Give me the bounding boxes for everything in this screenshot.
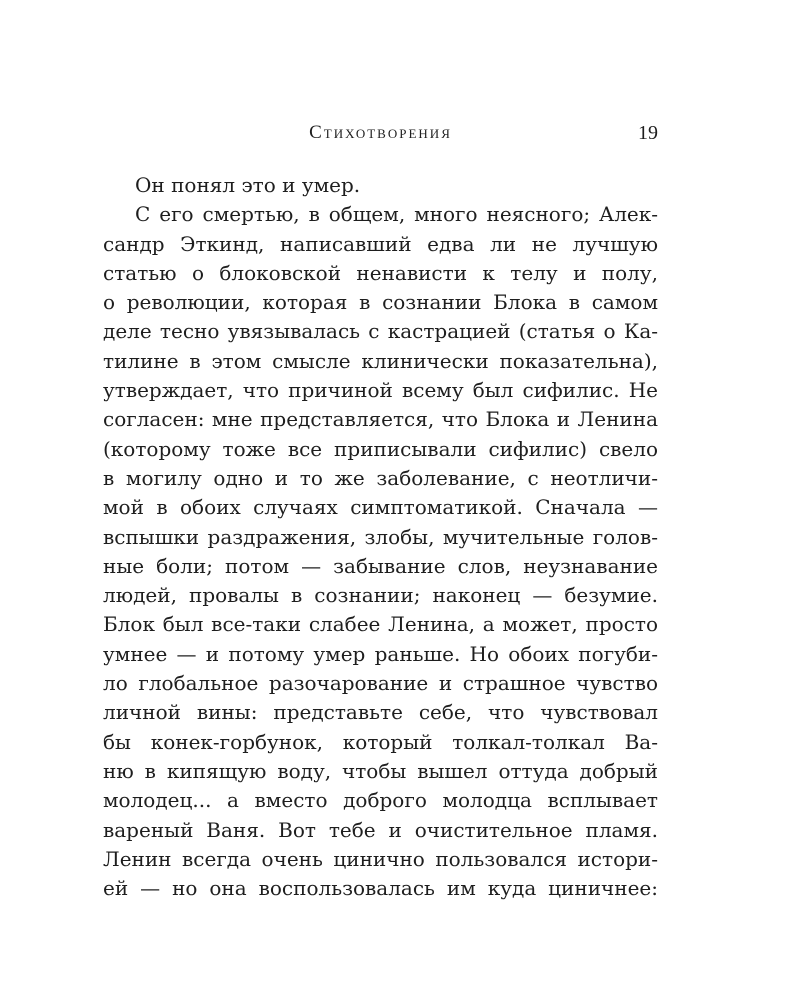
- text-line: деле тесно увязывалась с кастрацией (статья о Ка-: [103, 319, 658, 344]
- text-line: умнее — и потому умер раньше. Но обоих погуби-: [103, 641, 658, 666]
- text-line: о революции, которая в сознании Блока в самом: [103, 290, 658, 315]
- text-line: вспышки раздражения, злобы, мучительные голов-: [103, 524, 658, 549]
- text-line: ей — но она воспользовалась им куда циничнее:: [103, 876, 658, 901]
- text-line: ло глобальное разочарование и страшное чувство: [103, 671, 658, 696]
- text-line: сандр Эткинд, написавший едва ли не лучшую: [103, 231, 658, 256]
- text-line: бы конек-горбунок, который толкал-толкал Ва-: [103, 729, 658, 754]
- text-line: ные боли; потом — забывание слов, неузнавание: [103, 553, 658, 578]
- text-line: согласен: мне представляется, что Блока и Ленина: [103, 407, 658, 432]
- page-number: 19: [638, 122, 658, 144]
- body-text: [103, 171, 658, 903]
- text-line: вареный Ваня. Вот тебе и очистительное пламя.: [103, 817, 658, 842]
- text-line: С его смертью, в общем, много неясного; Алек-: [135, 202, 658, 227]
- text-line: тилине в этом смысле клинически показательна),: [103, 348, 658, 373]
- text-line: Он понял это и умер.: [135, 173, 361, 197]
- text-line: людей, провалы в сознании; наконец — безумие.: [103, 583, 658, 608]
- text-line: Ленин всегда очень цинично пользовался истори-: [103, 846, 658, 871]
- text-line: (которому тоже все приписывали сифилис) свело: [103, 436, 658, 461]
- text-line: молодец... а вместо доброго молодца всплывает: [103, 788, 658, 813]
- text-line: ню в кипящую воду, чтобы вышел оттуда добрый: [103, 758, 658, 783]
- text-line: Блок был все-таки слабее Ленина, а может, просто: [103, 612, 658, 637]
- text-line: личной вины: представьте себе, что чувствовал: [103, 700, 658, 725]
- text-line: мой в обоих случаях симптоматикой. Сначала —: [103, 495, 658, 520]
- text-line: утверждает, что причиной всему был сифилис. Не: [103, 378, 658, 403]
- running-head: [103, 118, 658, 148]
- text-line: в могилу одно и то же заболевание, с неотличи-: [103, 465, 658, 490]
- section-title: Стихотворения: [309, 122, 452, 143]
- text-line: статью о блоковской ненависти к телу и полу,: [103, 260, 658, 285]
